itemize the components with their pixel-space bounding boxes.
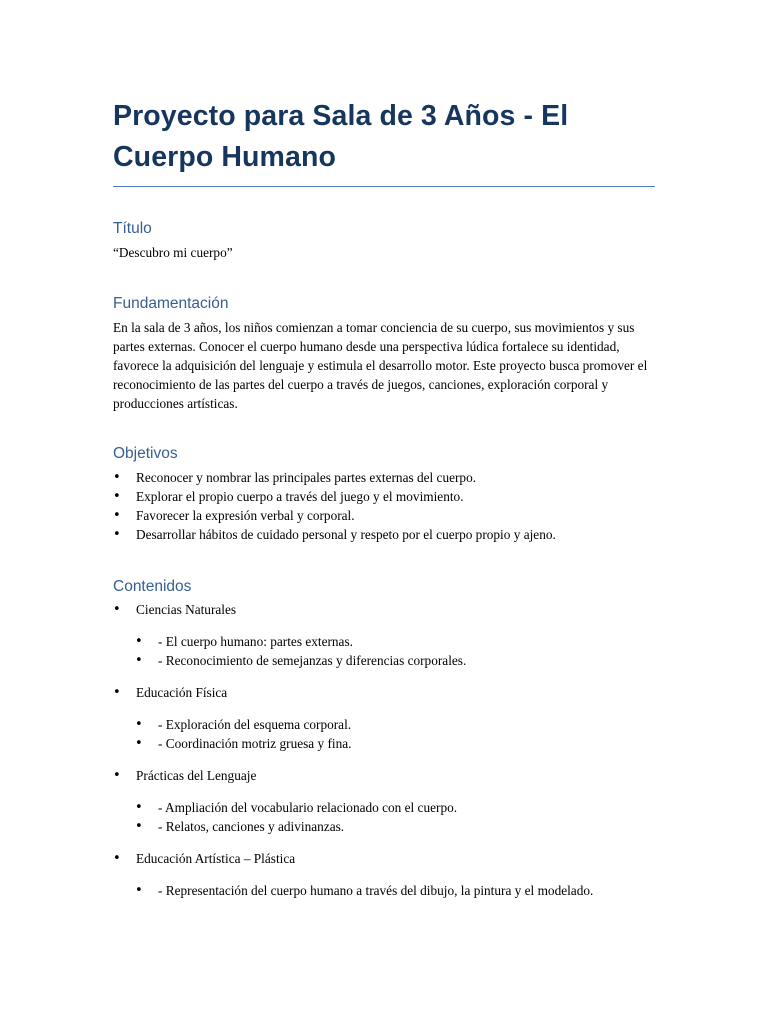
bullet-icon: •	[113, 602, 121, 617]
objetivo-text: Favorecer la expresión verbal y corporal.	[136, 508, 355, 523]
bullet-icon: •	[113, 508, 121, 523]
sub-item-text: - Coordinación motriz gruesa y fina.	[158, 736, 352, 751]
content-group-label: Ciencias Naturales	[136, 602, 237, 617]
objetivo-text: Explorar el propio cuerpo a través del juego y el movimiento.	[136, 489, 464, 504]
list-item	[113, 487, 655, 506]
document-title: Proyecto para Sala de 3 Años - El Cuerpo Humano	[113, 100, 569, 173]
objetivos-list	[113, 468, 655, 544]
list-item	[135, 715, 655, 734]
bullet-icon: •	[135, 634, 143, 649]
bullet-icon: •	[113, 489, 121, 504]
content-group-practicas-del-lenguaje	[113, 766, 655, 836]
content-group-label: Educación Artística – Plástica	[136, 851, 296, 866]
section-heading-titulo: Título	[113, 220, 152, 237]
fundamentacion-paragraph: En la sala de 3 años, los niños comienzan a tomar conciencia de su cuerpo, sus movimientos y sus partes externas. Conocer el cuerpo humano desde una perspectiva lúdica fortalece su identidad, favorece la adquisición del lenguaje y estimula el desarrollo motor. Este proyecto busca promover el reconocimiento de las partes del cuerpo a través de juegos, canciones, exploración corporal y producciones artísticas.	[113, 320, 648, 411]
document-page	[113, 96, 655, 913]
bullet-icon: •	[135, 819, 143, 834]
list-item	[135, 651, 655, 670]
sub-list	[113, 881, 655, 900]
sub-item-text: - Representación del cuerpo humano a través del dibujo, la pintura y el modelado.	[158, 883, 594, 898]
list-item	[135, 881, 655, 900]
titulo-text: “Descubro mi cuerpo”	[113, 245, 233, 260]
list-item	[135, 798, 655, 817]
list-item	[113, 683, 655, 702]
bullet-icon: •	[113, 851, 121, 866]
sub-list	[113, 632, 655, 670]
list-item	[113, 468, 655, 487]
sub-item-text: - Ampliación del vocabulario relacionado con el cuerpo.	[158, 800, 458, 815]
content-group-ciencias-naturales	[113, 600, 655, 670]
list-item	[113, 849, 655, 868]
sub-list	[113, 715, 655, 753]
content-group-label: Prácticas del Lenguaje	[136, 768, 257, 783]
list-item	[135, 734, 655, 753]
sub-item-text: - Reconocimiento de semejanzas y diferencias corporales.	[158, 653, 467, 668]
objetivo-text: Desarrollar hábitos de cuidado personal y respeto por el cuerpo propio y ajeno.	[136, 527, 556, 542]
contenidos-list	[113, 600, 655, 900]
sub-item-text: - Exploración del esquema corporal.	[158, 717, 352, 732]
bullet-icon: •	[113, 685, 121, 700]
bullet-icon: •	[135, 717, 143, 732]
content-group-educacion-artistica	[113, 849, 655, 900]
section-heading-fundamentacion: Fundamentación	[113, 295, 229, 312]
content-group-label: Educación Física	[136, 685, 228, 700]
list-item	[113, 766, 655, 785]
section-heading-objetivos: Objetivos	[113, 445, 178, 462]
bullet-icon: •	[113, 470, 121, 485]
bullet-icon: •	[113, 768, 121, 783]
sub-list	[113, 798, 655, 836]
bullet-icon: •	[113, 527, 121, 542]
bullet-icon: •	[135, 736, 143, 751]
content-group-educacion-fisica	[113, 683, 655, 753]
title-underline-divider	[113, 186, 655, 187]
list-item	[135, 632, 655, 651]
sub-item-text: - El cuerpo humano: partes externas.	[158, 634, 353, 649]
objetivo-text: Reconocer y nombrar las principales partes externas del cuerpo.	[136, 470, 477, 485]
list-item	[113, 506, 655, 525]
sub-item-text: - Relatos, canciones y adivinanzas.	[158, 819, 345, 834]
bullet-icon: •	[135, 800, 143, 815]
list-item	[135, 817, 655, 836]
bullet-icon: •	[135, 653, 143, 668]
list-item	[113, 600, 655, 619]
bullet-icon: •	[135, 883, 143, 898]
section-heading-contenidos: Contenidos	[113, 578, 192, 595]
list-item	[113, 525, 655, 544]
